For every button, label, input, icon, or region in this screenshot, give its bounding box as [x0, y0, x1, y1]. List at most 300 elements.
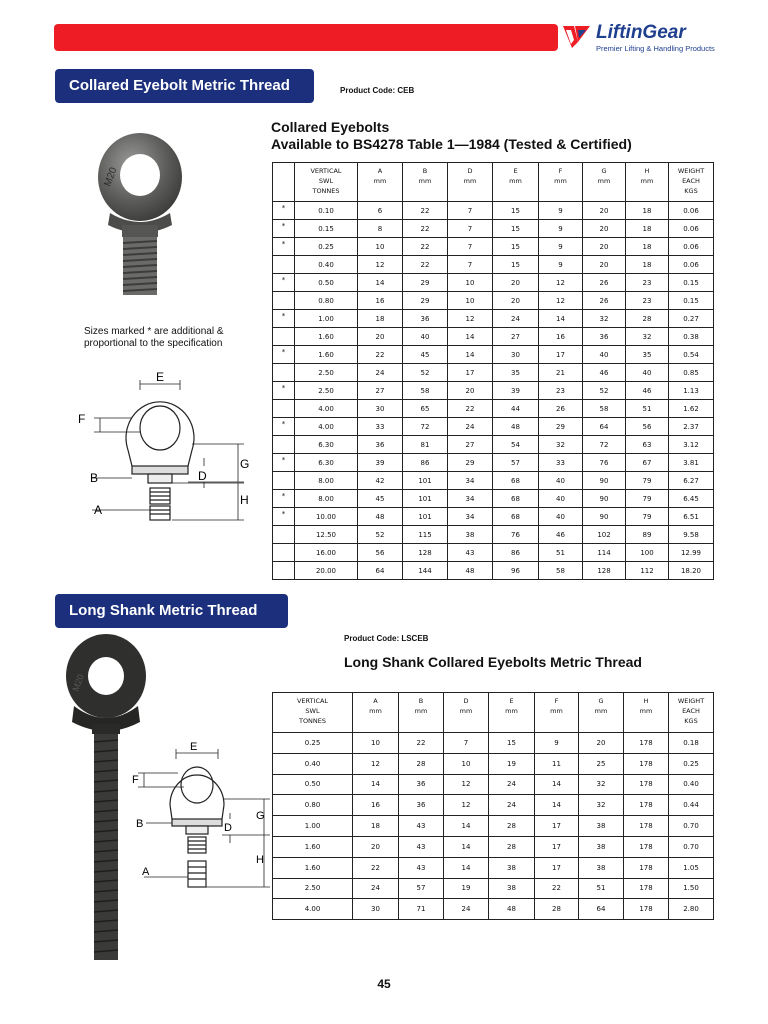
t1-cell: 89	[626, 526, 669, 544]
t1-cell: 35	[493, 364, 539, 382]
table-row	[273, 310, 714, 328]
t1-cell: 44	[493, 400, 539, 418]
t1-cell: 0.50	[295, 274, 358, 292]
table-row	[273, 816, 714, 837]
t2-cell: 7	[444, 733, 489, 754]
t1-cell: 2.50	[295, 382, 358, 400]
t1-cell: 7	[448, 202, 493, 220]
t2-header-text: mm	[550, 707, 563, 715]
t1-header-text: SWL	[318, 177, 334, 185]
t1-cell: 9	[539, 238, 583, 256]
t2-header-text: KGS	[684, 717, 698, 725]
t1-cell: 68	[493, 490, 539, 508]
t2-header-text: WEIGHT	[677, 697, 705, 705]
t1-cell: 6.27	[669, 472, 714, 490]
t1-cell: 68	[493, 472, 539, 490]
long-diagram-label-b: B	[136, 818, 144, 830]
t1-cell: 101	[403, 472, 448, 490]
t1-cell: 1.00	[295, 310, 358, 328]
t1-cell: 0.06	[669, 220, 714, 238]
t1-cell: 64	[358, 562, 403, 580]
t1-cell: 40	[583, 346, 626, 364]
eyebolt-stamp: M20	[102, 165, 120, 189]
t2-cell: 178	[624, 878, 669, 899]
t1-cell: 0.06	[669, 202, 714, 220]
t2-cell: 38	[579, 836, 624, 857]
t1-cell: 16	[539, 328, 583, 346]
t1-cell: 1.13	[669, 382, 714, 400]
t2-cell: 10	[353, 733, 399, 754]
t1-cell	[273, 544, 295, 562]
t1-cell: 27	[448, 436, 493, 454]
t1-cell: 0.06	[669, 238, 714, 256]
t2-cell: 16	[353, 795, 399, 816]
t1-cell: 23	[626, 292, 669, 310]
table-row	[273, 328, 714, 346]
t2-cell: 12	[353, 753, 399, 774]
collared-eyebolt-table	[272, 162, 714, 580]
t1-cell: 14	[539, 310, 583, 328]
t2-cell: 22	[353, 857, 399, 878]
t2-cell: 178	[624, 857, 669, 878]
t1-cell: 86	[403, 454, 448, 472]
t1-cell: 76	[493, 526, 539, 544]
t1-header-text: B	[422, 167, 428, 175]
t1-cell: 28	[626, 310, 669, 328]
t1-cell: 12.99	[669, 544, 714, 562]
t1-cell: 48	[448, 562, 493, 580]
t2-cell: 14	[535, 795, 579, 816]
t2-cell: 1.50	[669, 878, 714, 899]
t1-cell: 76	[583, 454, 626, 472]
t1-cell: 79	[626, 508, 669, 526]
t2-header-cell	[273, 693, 353, 733]
long-diagram-label-h: H	[256, 854, 264, 866]
t1-cell: 63	[626, 436, 669, 454]
t1-cell: 1.60	[295, 346, 358, 364]
long-diagram-label-e: E	[190, 741, 198, 753]
t1-cell: 9	[539, 220, 583, 238]
t2-cell: 0.40	[273, 753, 353, 774]
t1-cell: 0.38	[669, 328, 714, 346]
t2-cell: 14	[353, 774, 399, 795]
t1-cell: 58	[539, 562, 583, 580]
t1-cell: 48	[493, 418, 539, 436]
t1-cell: 102	[583, 526, 626, 544]
t1-cell: 0.15	[295, 220, 358, 238]
table-row	[273, 733, 714, 754]
t1-cell: 40	[403, 328, 448, 346]
t1-header-text: mm	[554, 177, 567, 185]
t1-cell: 20	[583, 202, 626, 220]
t1-cell: 100	[626, 544, 669, 562]
t1-cell: 51	[626, 400, 669, 418]
t1-cell: 18.20	[669, 562, 714, 580]
t2-cell: 20	[579, 733, 624, 754]
table-row	[273, 364, 714, 382]
table-row	[273, 346, 714, 364]
t1-cell: 79	[626, 472, 669, 490]
section1-heading-line2: Available to BS4278 Table 1—1984 (Tested & Certified)	[271, 136, 632, 152]
t2-cell: 0.70	[669, 816, 714, 837]
long-shank-eyebolt-table	[272, 692, 714, 920]
t1-header-text: H	[644, 167, 650, 175]
table-row	[273, 836, 714, 857]
t1-cell: 15	[493, 220, 539, 238]
table-row	[273, 274, 714, 292]
t2-cell: 43	[399, 857, 444, 878]
long-diagram-label-f: F	[132, 774, 139, 786]
t2-cell: 178	[624, 753, 669, 774]
t2-cell: 38	[489, 878, 535, 899]
t1-cell: 114	[583, 544, 626, 562]
t1-cell: 32	[539, 436, 583, 454]
t1-cell	[273, 526, 295, 544]
t1-cell	[273, 562, 295, 580]
t1-cell: 27	[493, 328, 539, 346]
t1-header-cell	[493, 163, 539, 202]
t1-cell: 2.50	[295, 364, 358, 382]
t2-cell: 24	[353, 878, 399, 899]
t1-cell: 6.45	[669, 490, 714, 508]
t2-cell: 2.50	[273, 878, 353, 899]
t1-cell: 58	[403, 382, 448, 400]
t1-cell: 36	[358, 436, 403, 454]
t1-header-text: mm	[418, 177, 432, 185]
t1-cell: 17	[539, 346, 583, 364]
t1-cell: 32	[583, 310, 626, 328]
table-row	[273, 400, 714, 418]
t1-cell: *	[273, 346, 295, 364]
t1-header-text: mm	[597, 177, 611, 185]
t2-cell: 25	[579, 753, 624, 774]
diagram-label-a: A	[94, 503, 103, 517]
t1-cell: 68	[493, 508, 539, 526]
t1-cell: 39	[358, 454, 403, 472]
t2-cell: 178	[624, 836, 669, 857]
t1-cell: 40	[626, 364, 669, 382]
page-number: 45	[377, 977, 391, 991]
t1-cell: 39	[493, 382, 539, 400]
t1-cell: 33	[539, 454, 583, 472]
t2-cell: 0.40	[669, 774, 714, 795]
t1-cell	[273, 436, 295, 454]
t2-header-cell	[535, 693, 579, 733]
t1-cell: 10	[448, 274, 493, 292]
brand-logo	[562, 22, 762, 58]
brand-name: LiftinGear	[596, 22, 686, 43]
t1-cell: 0.10	[295, 202, 358, 220]
t1-cell: 20.00	[295, 562, 358, 580]
t1-cell: 56	[358, 544, 403, 562]
table-row	[273, 753, 714, 774]
t1-cell: 0.80	[295, 292, 358, 310]
t1-cell: 101	[403, 508, 448, 526]
table-row	[273, 562, 714, 580]
t1-cell: 7	[448, 220, 493, 238]
t1-cell: *	[273, 220, 295, 238]
t1-cell: 12.50	[295, 526, 358, 544]
long-diagram-label-a: A	[142, 866, 150, 878]
eyebolt-dimension-diagram	[72, 370, 257, 530]
t1-header-text: G	[601, 167, 607, 175]
t1-cell: *	[273, 418, 295, 436]
t1-cell: 115	[403, 526, 448, 544]
t1-cell: 67	[626, 454, 669, 472]
t2-cell: 0.70	[669, 836, 714, 857]
long-shank-dimension-diagram	[130, 735, 275, 905]
t1-cell: 4.00	[295, 400, 358, 418]
t2-header-text: E	[509, 697, 514, 705]
t1-cell: 45	[358, 490, 403, 508]
t2-cell: 32	[579, 795, 624, 816]
table-row	[273, 490, 714, 508]
t2-cell: 2.80	[669, 899, 714, 920]
t2-cell: 178	[624, 774, 669, 795]
t1-cell: 4.00	[295, 418, 358, 436]
diagram-label-e: E	[156, 370, 165, 384]
t2-cell: 17	[535, 836, 579, 857]
t1-cell	[273, 364, 295, 382]
t1-cell: 128	[403, 544, 448, 562]
t2-cell: 51	[579, 878, 624, 899]
t1-cell: 81	[403, 436, 448, 454]
t1-cell: 15	[493, 256, 539, 274]
t1-cell: 38	[448, 526, 493, 544]
t1-cell	[273, 400, 295, 418]
t1-cell: 20	[583, 238, 626, 256]
t2-header-text: B	[418, 697, 424, 705]
t1-cell: 6.30	[295, 454, 358, 472]
t1-header-text: WEIGHT	[677, 167, 705, 175]
t1-cell: 10.00	[295, 508, 358, 526]
t1-cell: 22	[403, 220, 448, 238]
section1-heading-line1: Collared Eyebolts	[271, 119, 390, 135]
t1-cell: 24	[493, 310, 539, 328]
t1-cell: 18	[626, 202, 669, 220]
t1-header-row	[273, 163, 714, 202]
t2-header-text: A	[373, 697, 378, 705]
t1-cell: 40	[539, 490, 583, 508]
t2-cell: 38	[579, 857, 624, 878]
t1-header-cell	[358, 163, 403, 202]
long-diagram-label-d: D	[224, 822, 232, 834]
table-row	[273, 878, 714, 899]
t2-cell: 36	[399, 795, 444, 816]
t1-cell: 20	[583, 220, 626, 238]
t1-cell: 15	[493, 238, 539, 256]
t2-cell: 1.00	[273, 816, 353, 837]
t1-cell: 40	[539, 472, 583, 490]
t2-cell: 4.00	[273, 899, 353, 920]
t1-header-text: mm	[640, 177, 654, 185]
t2-header-text: H	[643, 697, 649, 705]
t1-cell: 0.54	[669, 346, 714, 364]
t1-cell: *	[273, 310, 295, 328]
t1-cell: 46	[626, 382, 669, 400]
t1-cell: *	[273, 490, 295, 508]
t1-cell: 52	[358, 526, 403, 544]
t1-header-text: KGS	[684, 187, 698, 195]
t1-header-cell	[273, 163, 295, 202]
t2-cell: 32	[579, 774, 624, 795]
t2-header-text: D	[463, 697, 469, 705]
t1-cell: 21	[539, 364, 583, 382]
t1-cell: 72	[583, 436, 626, 454]
t2-cell: 10	[444, 753, 489, 774]
t1-cell: 144	[403, 562, 448, 580]
t1-cell: 18	[626, 238, 669, 256]
t1-cell: 34	[448, 508, 493, 526]
table-row	[273, 436, 714, 454]
table-row	[273, 202, 714, 220]
t2-cell: 12	[444, 774, 489, 795]
t1-cell: 26	[583, 292, 626, 310]
t1-header-text: F	[558, 167, 563, 175]
t2-cell: 19	[444, 878, 489, 899]
t1-header-cell	[295, 163, 358, 202]
t2-cell: 12	[444, 795, 489, 816]
t1-header-cell	[626, 163, 669, 202]
t2-header-text: mm	[414, 707, 428, 715]
t1-cell: *	[273, 274, 295, 292]
t2-cell: 30	[353, 899, 399, 920]
t2-cell: 14	[444, 836, 489, 857]
t2-cell: 1.05	[669, 857, 714, 878]
t2-cell: 24	[444, 899, 489, 920]
t1-cell: 46	[583, 364, 626, 382]
t1-cell: 46	[539, 526, 583, 544]
t2-cell: 28	[535, 899, 579, 920]
t2-cell: 0.80	[273, 795, 353, 816]
t1-header-text: A	[377, 167, 383, 175]
t2-header-text: SWL	[305, 707, 320, 715]
table-row	[273, 238, 714, 256]
t1-cell: 15	[493, 202, 539, 220]
t1-cell: 18	[626, 256, 669, 274]
t1-header-cell	[669, 163, 714, 202]
t1-cell: 26	[583, 274, 626, 292]
t1-cell: 29	[403, 274, 448, 292]
t1-cell: 33	[358, 418, 403, 436]
diagram-label-f: F	[78, 412, 86, 426]
t2-cell: 19	[489, 753, 535, 774]
t2-cell: 0.18	[669, 733, 714, 754]
t1-cell: 12	[539, 292, 583, 310]
t2-cell: 38	[579, 816, 624, 837]
t1-cell: 14	[448, 346, 493, 364]
t1-cell: 22	[448, 400, 493, 418]
table-row	[273, 220, 714, 238]
t2-cell: 71	[399, 899, 444, 920]
t1-cell: 22	[358, 346, 403, 364]
t1-cell	[273, 256, 295, 274]
t1-header-text: E	[513, 167, 518, 175]
t1-cell: 1.62	[669, 400, 714, 418]
t1-cell: 12	[358, 256, 403, 274]
t2-cell: 0.25	[273, 733, 353, 754]
t1-cell: 48	[358, 508, 403, 526]
t2-cell: 178	[624, 816, 669, 837]
t1-header-cell	[448, 163, 493, 202]
t1-cell: 86	[493, 544, 539, 562]
t1-cell: 54	[493, 436, 539, 454]
diagram-label-d: D	[198, 469, 207, 483]
t1-cell: 0.85	[669, 364, 714, 382]
t1-cell: 34	[448, 472, 493, 490]
t1-cell: 24	[358, 364, 403, 382]
t1-cell: 12	[448, 310, 493, 328]
t1-cell: 29	[448, 454, 493, 472]
t2-cell: 178	[624, 733, 669, 754]
t2-header-text: F	[554, 697, 559, 705]
t1-cell: 6.30	[295, 436, 358, 454]
t2-header-cell	[399, 693, 444, 733]
t1-cell	[273, 328, 295, 346]
table-row	[273, 544, 714, 562]
t1-cell: 32	[626, 328, 669, 346]
table-row	[273, 795, 714, 816]
t1-header-cell	[539, 163, 583, 202]
t1-cell: 0.15	[669, 292, 714, 310]
t2-cell: 24	[489, 774, 535, 795]
t2-header-cell	[579, 693, 624, 733]
t1-header-cell	[583, 163, 626, 202]
t1-cell: 23	[626, 274, 669, 292]
section-title-collared: Collared Eyebolt Metric Thread	[55, 69, 314, 103]
t1-cell: 7	[448, 238, 493, 256]
t2-cell: 22	[399, 733, 444, 754]
t2-header-cell	[489, 693, 535, 733]
t1-cell: 45	[403, 346, 448, 364]
t2-header-text: mm	[594, 707, 608, 715]
brand-tagline: Premier Lifting & Handling Products	[596, 44, 715, 53]
t1-cell: 52	[403, 364, 448, 382]
t1-cell: 56	[626, 418, 669, 436]
t1-cell: *	[273, 382, 295, 400]
t1-cell: 16	[358, 292, 403, 310]
t1-cell: 10	[448, 292, 493, 310]
t2-cell: 64	[579, 899, 624, 920]
t1-cell: 20	[493, 274, 539, 292]
t2-header-cell	[669, 693, 714, 733]
t1-cell: 14	[358, 274, 403, 292]
t2-cell: 1.60	[273, 857, 353, 878]
product-code-ceb: Product Code: CEB	[340, 86, 415, 95]
t1-cell: 24	[448, 418, 493, 436]
t2-cell: 14	[444, 857, 489, 878]
t2-cell: 1.60	[273, 836, 353, 857]
t1-cell: 36	[583, 328, 626, 346]
table-row	[273, 418, 714, 436]
diagram-label-h: H	[240, 493, 249, 507]
t1-cell: 27	[358, 382, 403, 400]
t1-cell: 96	[493, 562, 539, 580]
long-diagram-label-g: G	[256, 810, 265, 822]
t2-header-text: mm	[639, 707, 653, 715]
t1-cell: 40	[539, 508, 583, 526]
t1-cell: 22	[403, 202, 448, 220]
long-eyebolt-stamp: M20	[70, 672, 86, 693]
t1-cell: 36	[403, 310, 448, 328]
t1-cell: 22	[403, 238, 448, 256]
t1-cell: 90	[583, 472, 626, 490]
t1-cell: 58	[583, 400, 626, 418]
table-row	[273, 526, 714, 544]
t1-cell: 23	[539, 382, 583, 400]
t2-header-text: mm	[505, 707, 518, 715]
t2-cell: 18	[353, 816, 399, 837]
